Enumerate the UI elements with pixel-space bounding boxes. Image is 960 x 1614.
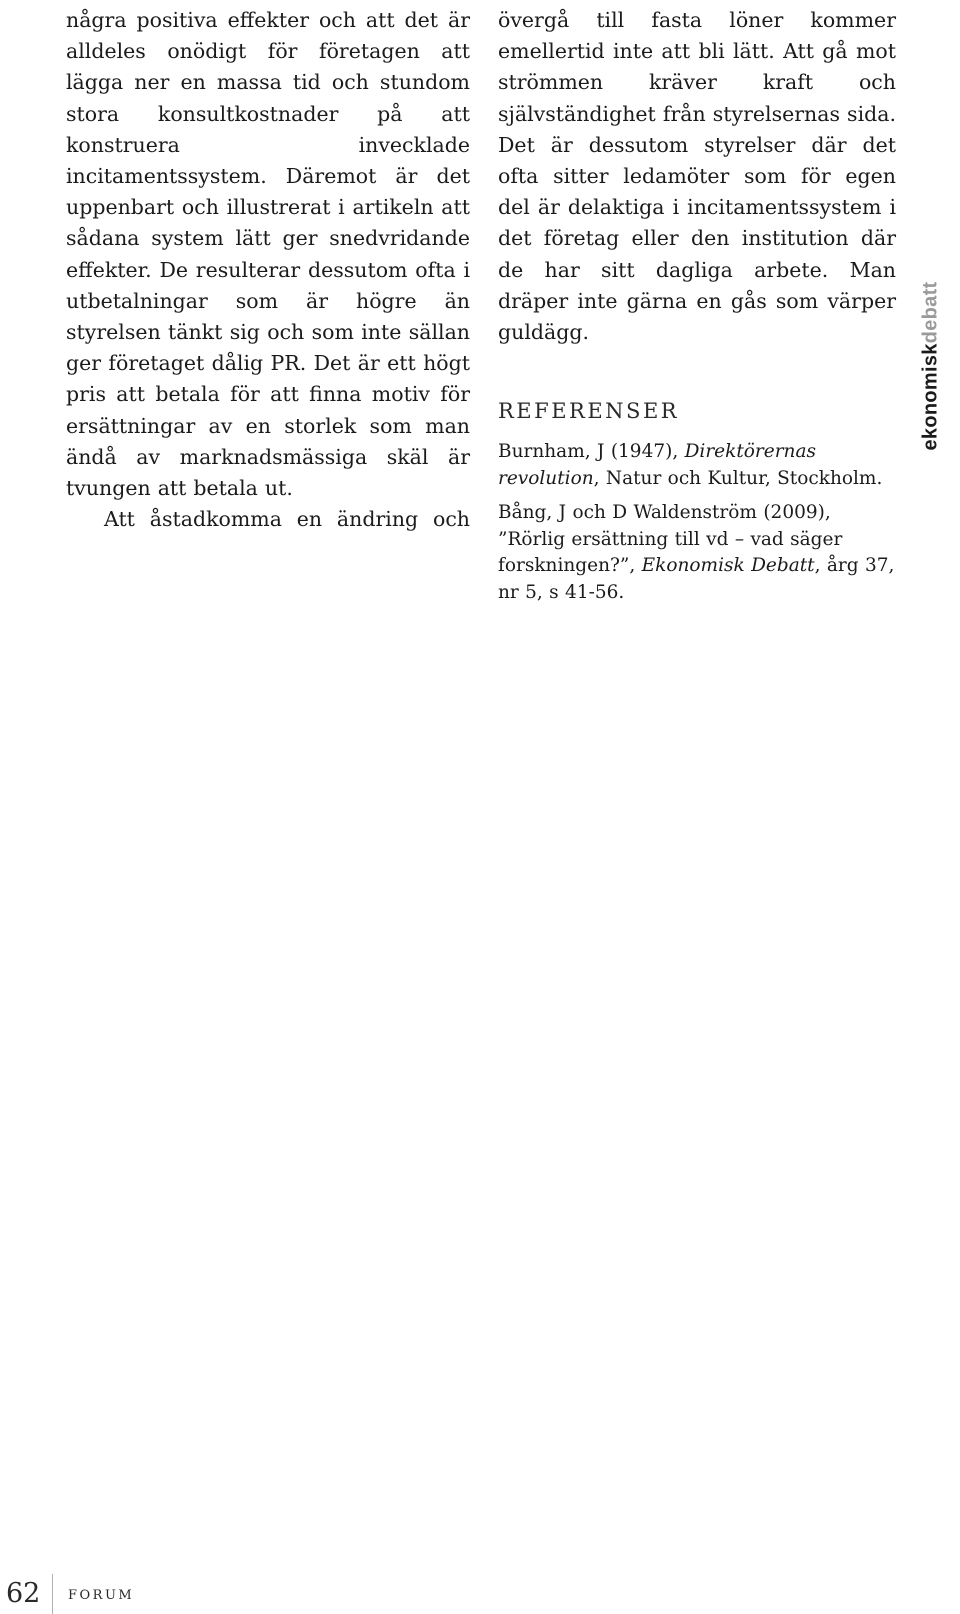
section-name: FORUM bbox=[68, 1588, 135, 1603]
reference-title: Ekonomisk Debatt bbox=[641, 555, 815, 577]
footer-divider bbox=[52, 1574, 53, 1614]
reference-item bbox=[498, 500, 896, 606]
reference-item bbox=[498, 439, 896, 492]
body-paragraph-3: övergå till fasta löner kommer emellertid inte att bli lätt. Att gå mot strömmen kräver kraft och självständighet från styrelsernas sida. Det är dessutom styrelser där det ofta sitter ledamöter som för egen del är delaktiga i incitamentssystem i det företag eller den institution där de har sitt dagliga arbete. Man dräper inte gärna en gås som värper guldägg. bbox=[498, 8, 896, 345]
body-paragraph-2: Att åstadkomma en ändring och bbox=[104, 507, 470, 532]
brand-part-debatt: debatt bbox=[919, 281, 942, 344]
body-paragraph-1: några positiva effekter och att det är alldeles onödigt för företagen att lägga ner en massa tid och stundom stora konsultkostnader på att konstruera invecklade incitamentssystem. Däremot är det uppenbart och illustrerat i artikeln att sådana system lätt ger snedvridande effekter. De resulterar dessutom ofta i utbetalningar som är högre än styrelsen tänkt sig och som inte sällan ger företaget dålig PR. Det är ett högt pris att betala för att finna motiv för ersättningar av en storlek som man ändå av marknadsmässiga skäl är tvungen att betala ut. bbox=[66, 8, 470, 501]
reference-text: , Natur och Kultur, Stockholm. bbox=[593, 467, 883, 489]
reference-text: , årg 37, nr 5, s 41-56. bbox=[498, 555, 895, 603]
references-list bbox=[498, 439, 896, 606]
page-number: 62 bbox=[6, 1578, 41, 1609]
right-column bbox=[498, 5, 896, 614]
left-column bbox=[66, 5, 470, 535]
reference-text: Burnham, J (1947), bbox=[498, 441, 685, 463]
brand-part-ekonomisk: ekonomisk bbox=[919, 343, 942, 451]
journal-brand-vertical bbox=[920, 282, 943, 451]
reference-title: Direktörernas revolution bbox=[498, 441, 816, 489]
references-heading: REFERENSER bbox=[498, 399, 680, 424]
page-footer bbox=[0, 1580, 960, 1614]
reference-text: Bång, J och D Waldenström (2009), ”Rörlig ersättning till vd – vad säger forskningen?”, bbox=[498, 502, 843, 577]
